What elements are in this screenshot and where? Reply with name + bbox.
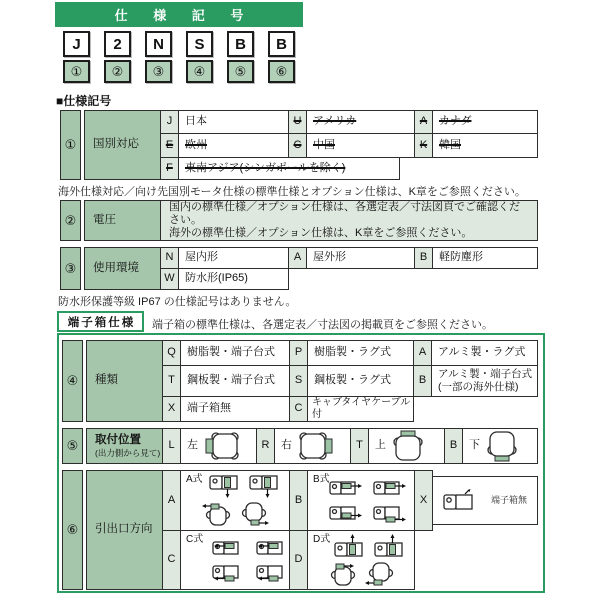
row2-label: 電圧 [84, 200, 161, 241]
row4-code-a: A [413, 340, 432, 366]
motor-front-right-icon [298, 431, 334, 461]
row3-code-n: N [160, 247, 179, 269]
code-index-5: ⑤ [227, 60, 254, 83]
row4-value-b-line1: アルミ製・端子台式 [438, 368, 533, 381]
motor-side-left-top-icon [204, 537, 240, 557]
row3-code-b: B [414, 247, 433, 269]
code-index-6: ⑥ [268, 60, 295, 83]
row3-label: 使用環境 [84, 247, 161, 290]
row5-code-b: B [444, 428, 463, 464]
motor-side-left-bottom-icon [248, 563, 284, 583]
motor-side-right-bottom-icon [329, 504, 365, 524]
motor-front-lead-right-icon [327, 561, 357, 587]
row6-cell-d [307, 530, 415, 590]
motor-side-down-icon [249, 474, 281, 499]
row1-value-korea: 韓国 [432, 133, 538, 158]
row2-line2: 海外の標準仕様／オプション仕様は、K章をご参照ください。 [169, 227, 473, 240]
row5-cell-right [274, 428, 351, 464]
terminal-box-note: 端子箱の標準仕様は、各選定表／寸法図の掲載頁をご参照ください。 [152, 319, 493, 331]
row6-code-x: X [414, 470, 433, 531]
motor-side-right-top-icon [329, 477, 365, 497]
row3-note: 防水形保護等級 IP67 の仕様記号はありません。 [58, 296, 297, 308]
row4-value-c: キャブタイヤケーブル付 [307, 396, 414, 422]
row6-number: ⑥ [62, 470, 83, 590]
row1-code-k: K [414, 133, 433, 158]
row5-value-left: 左 [187, 439, 198, 452]
motor-side-down-icon [209, 474, 241, 499]
row1-code-f: F [160, 157, 179, 180]
row5-label [86, 428, 163, 464]
style-a-diagrams [181, 471, 290, 530]
motor-front-left-icon [204, 431, 240, 461]
row1-code-a: A [414, 110, 433, 134]
row6-code-a: A [162, 470, 181, 531]
row3-value-indoor: 屋内形 [178, 247, 289, 269]
terminal-box-tag: 端子箱仕様 [57, 311, 144, 332]
row4-code-b: B [413, 365, 432, 397]
row1-value-japan: 日本 [178, 110, 289, 134]
row6-style-c-label: C式 [186, 534, 204, 545]
row4-value-s: 鋼板製・ラグ式 [307, 365, 414, 397]
row5-label-sub: (出力側から見て) [95, 447, 161, 458]
row4-value-q: 樹脂製・端子台式 [180, 340, 290, 366]
motor-side-right-top-icon [373, 477, 409, 497]
row4-label: 種類 [86, 340, 163, 422]
row3-value-dustproof: 軽防塵形 [432, 247, 538, 269]
row1-value-china: 中国 [306, 133, 415, 158]
row6-code-c: C [162, 530, 181, 590]
row1-number: ① [60, 110, 81, 180]
row4-code-p: P [289, 340, 308, 366]
row3-code-w: W [160, 268, 179, 290]
style-x-diagram [433, 477, 537, 524]
style-d-diagrams [308, 531, 414, 589]
code-letter-5: B [227, 31, 254, 57]
code-index-4: ④ [186, 60, 213, 83]
row4-value-t: 鋼板製・端子台式 [180, 365, 290, 397]
row6-code-d: D [289, 530, 308, 590]
row2-content [160, 200, 538, 241]
row3-number: ③ [60, 247, 81, 290]
row2-line1: 国内の標準仕様／オプション仕様は、各選定表／寸法図頁でご確認ください。 [169, 200, 521, 226]
row4-value-b-line2: (一部の海外仕様) [438, 381, 519, 393]
row1-value-europe: 欧州 [178, 133, 289, 158]
section-heading: ■仕様記号 [56, 94, 112, 108]
row5-label-main: 取付位置 [95, 434, 141, 446]
motor-side-no-box-icon [443, 489, 481, 513]
row5-cell-left [180, 428, 257, 464]
code-letter-1: J [63, 31, 90, 57]
row1-code-c: C [288, 133, 307, 158]
row3-code-a: A [288, 247, 307, 269]
row1-label: 国別対応 [84, 110, 161, 180]
row1-value-america: アメリカ [306, 110, 415, 134]
row4-number: ④ [62, 340, 83, 422]
code-index-3: ③ [145, 60, 172, 83]
row5-value-bottom: 下 [469, 439, 480, 452]
row2-number: ② [60, 200, 81, 241]
motor-side-left-top-icon [248, 537, 284, 557]
code-index-2: ② [104, 60, 131, 83]
row4-code-t: T [162, 365, 181, 397]
row3-value-waterproof: 防水形(IP65) [178, 268, 289, 290]
code-letter-2: 2 [104, 31, 131, 57]
row5-code-l: L [162, 428, 181, 464]
code-letter-6: B [268, 31, 295, 57]
motor-side-up-icon [374, 533, 406, 558]
row4-value-p: 樹脂製・ラグ式 [307, 340, 414, 366]
row6-x-text: 端子箱無 [490, 495, 527, 506]
style-c-diagrams [181, 531, 290, 589]
row6-cell-b [307, 470, 415, 531]
row1-value-canada: カナダ [432, 110, 538, 134]
style-b-diagrams [308, 471, 414, 530]
row1-note: 海外仕様対応／向け先国別モータ仕様の標準仕様とオプション仕様は、K章をご参照ください。 [58, 186, 526, 198]
motor-front-bottom-icon [486, 430, 518, 462]
row1-code-j: J [160, 110, 179, 134]
row5-code-r: R [256, 428, 275, 464]
motor-side-left-bottom-icon [204, 563, 240, 583]
row4-code-q: Q [162, 340, 181, 366]
motor-front-lead-left-icon [202, 501, 232, 527]
row6-cell-a [180, 470, 291, 531]
row4-value-b [431, 365, 538, 397]
row5-cell-bottom [462, 428, 538, 464]
row6-code-b: B [289, 470, 308, 531]
row1-code-e: E [160, 133, 179, 158]
spec-code-title: 仕 様 記 号 [55, 2, 303, 27]
row5-code-t: T [350, 428, 369, 464]
motor-front-top-icon [392, 430, 424, 462]
row6-cell-c [180, 530, 291, 590]
code-letter-3: N [145, 31, 172, 57]
row4-value-a: アルミ製・ラグ式 [431, 340, 538, 366]
code-index-1: ① [63, 60, 90, 83]
row6-style-a-label: A式 [186, 474, 203, 485]
row3-value-outdoor: 屋外形 [306, 247, 415, 269]
row6-style-d-label: D式 [313, 534, 331, 545]
row4-value-x: 端子箱無 [180, 396, 290, 422]
row4-code-s: S [289, 365, 308, 397]
row4-code-x: X [162, 396, 181, 422]
row6-label: 引出口方向 [86, 470, 163, 590]
row1-value-sea: 東南アジア(シンガポールを除く) [178, 157, 400, 180]
motor-front-lead-right-icon [240, 501, 270, 527]
row1-code-u: U [288, 110, 307, 134]
code-letter-4: S [186, 31, 213, 57]
motor-side-up-icon [334, 533, 366, 558]
row5-value-right: 右 [281, 439, 292, 452]
row6-cell-x [432, 476, 538, 525]
row5-cell-top [368, 428, 445, 464]
motor-side-right-bottom-icon [373, 504, 409, 524]
row6-style-b-label: B式 [313, 474, 330, 485]
row5-number: ⑤ [62, 428, 83, 464]
motor-front-lead-left-icon [365, 561, 395, 587]
row4-code-c: C [289, 396, 308, 422]
row5-value-top: 上 [375, 439, 386, 452]
